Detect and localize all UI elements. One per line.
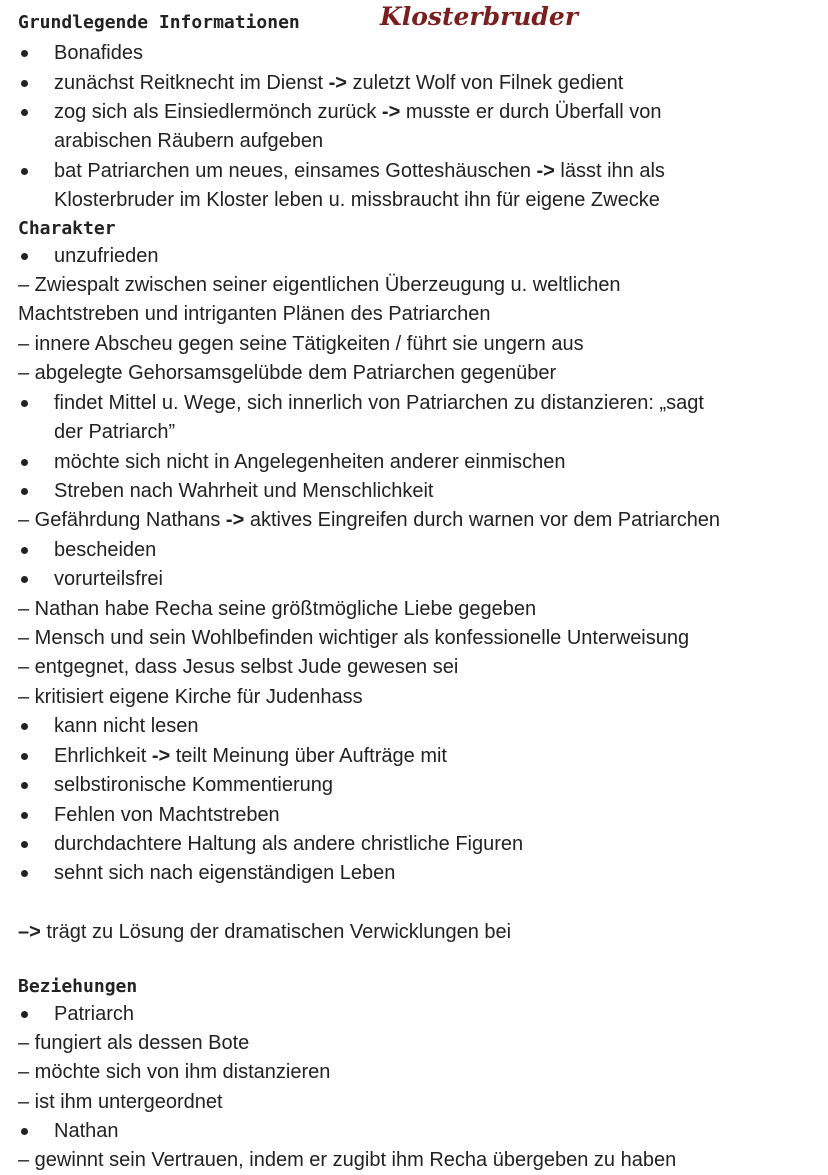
- list-item-text: teilt Meinung über Aufträge mit: [170, 745, 447, 767]
- dash-item: – gewinnt sein Vertrauen, indem er zugibt ihm Recha übergeben zu haben: [18, 1149, 677, 1171]
- bullet-dot: [21, 80, 28, 87]
- bullet-dot: [21, 547, 28, 554]
- conclusion-line: [18, 918, 511, 947]
- arrow: –>: [18, 921, 41, 943]
- list-item: Patriarch: [54, 1003, 135, 1025]
- bullet-dot: [21, 576, 28, 583]
- list-item: kann nicht lesen: [54, 715, 199, 737]
- bullet-dot: [21, 168, 28, 175]
- arrow: ->: [225, 509, 245, 531]
- list-item: Nathan: [54, 1120, 119, 1142]
- list-item: selbstironische Kommentierung: [54, 774, 334, 796]
- list-item-text: musste er durch Überfall von: [400, 101, 662, 123]
- dash-item: – möchte sich von ihm distanzieren: [18, 1061, 331, 1083]
- list-item: möchte sich nicht in Angelegenheiten anderer einmischen: [54, 451, 566, 473]
- list-item: durchdachtere Haltung als andere christliche Figuren: [54, 833, 524, 855]
- list-item: Streben nach Wahrheit und Menschlichkeit: [54, 480, 434, 502]
- list-item: Fehlen von Machtstreben: [54, 804, 280, 826]
- conclusion-text: trägt zu Lösung der dramatischen Verwicklungen bei: [40, 921, 512, 943]
- dash-item-continuation: Machtstreben und intriganten Plänen des Patriarchen: [18, 303, 491, 325]
- dash-item: [18, 506, 720, 535]
- bullet-dot: [21, 841, 28, 848]
- list-item-text: bat Patriarchen um neues, einsames Gotteshäuschen: [54, 160, 537, 182]
- bullet-dot: [21, 253, 28, 260]
- arrow: ->: [328, 72, 347, 94]
- section-heading-beziehungen: Beziehungen: [18, 976, 138, 997]
- list-item-text: zuletzt Wolf von Filnek gedient: [346, 72, 624, 94]
- list-item: vorurteilsfrei: [54, 568, 163, 590]
- bullet-dot: [21, 109, 28, 116]
- dash-item-text: – Gefährdung Nathans: [18, 509, 226, 531]
- list-item: [54, 157, 665, 186]
- bullet-dot: [21, 400, 28, 407]
- dash-item: – ist ihm untergeordnet: [18, 1091, 223, 1113]
- dash-item: – kritisiert eigene Kirche für Judenhass: [18, 686, 363, 708]
- list-item-text: zog sich als Einsiedlermönch zurück: [54, 101, 382, 123]
- list-item-continuation: der Patriarch”: [54, 421, 176, 443]
- list-item: Bonafides: [54, 42, 143, 64]
- bullet-dot: [21, 488, 28, 495]
- dash-item: – Mensch und sein Wohlbefinden wichtiger als konfessionelle Unterweisung: [18, 627, 690, 649]
- bullet-dot: [21, 753, 28, 760]
- bullet-dot: [21, 782, 28, 789]
- list-item-text: zunächst Reitknecht im Dienst: [54, 72, 329, 94]
- bullet-dot: [21, 723, 28, 730]
- list-item: bescheiden: [54, 539, 157, 561]
- dash-item-text: aktives Eingreifen durch warnen vor dem Patriarchen: [244, 509, 721, 531]
- section-heading-charakter: Charakter: [18, 218, 116, 239]
- bullet-dot: [21, 1128, 28, 1135]
- arrow: ->: [536, 160, 555, 182]
- list-item-continuation: Klosterbruder im Kloster leben u. missbraucht ihn für eigene Zwecke: [54, 189, 660, 211]
- list-item: sehnt sich nach eigenständigen Leben: [54, 862, 396, 884]
- list-item: unzufrieden: [54, 245, 159, 267]
- dash-item: – abgelegte Gehorsamsgelübde dem Patriarchen gegenüber: [18, 362, 557, 384]
- arrow: ->: [151, 745, 171, 767]
- list-item-text: lässt ihn als: [554, 160, 665, 182]
- dash-item: – innere Abscheu gegen seine Tätigkeiten / führt sie ungern aus: [18, 333, 584, 355]
- arrow: ->: [381, 101, 401, 123]
- list-item: [54, 69, 623, 98]
- list-item: [54, 98, 662, 127]
- bullet-dot: [21, 50, 28, 57]
- dash-item: – Zwiespalt zwischen seiner eigentlichen Überzeugung u. weltlichen: [18, 274, 621, 296]
- list-item: findet Mittel u. Wege, sich innerlich von Patriarchen zu distanzieren: „sagt: [54, 392, 704, 414]
- list-item: [54, 742, 447, 771]
- dash-item: – Nathan habe Recha seine größtmögliche Liebe gegeben: [18, 598, 537, 620]
- document-title: Klosterbruder: [380, 2, 578, 31]
- dash-item: – entgegnet, dass Jesus selbst Jude gewesen sei: [18, 656, 459, 678]
- bullet-dot: [21, 870, 28, 877]
- bullet-dot: [21, 1011, 28, 1018]
- bullet-dot: [21, 459, 28, 466]
- list-item-text: Ehrlichkeit: [54, 745, 152, 767]
- dash-item: – fungiert als dessen Bote: [18, 1032, 250, 1054]
- section-heading-grundlegende-informationen: Grundlegende Informationen: [18, 12, 300, 33]
- list-item-continuation: arabischen Räubern aufgeben: [54, 130, 324, 152]
- bullet-dot: [21, 812, 28, 819]
